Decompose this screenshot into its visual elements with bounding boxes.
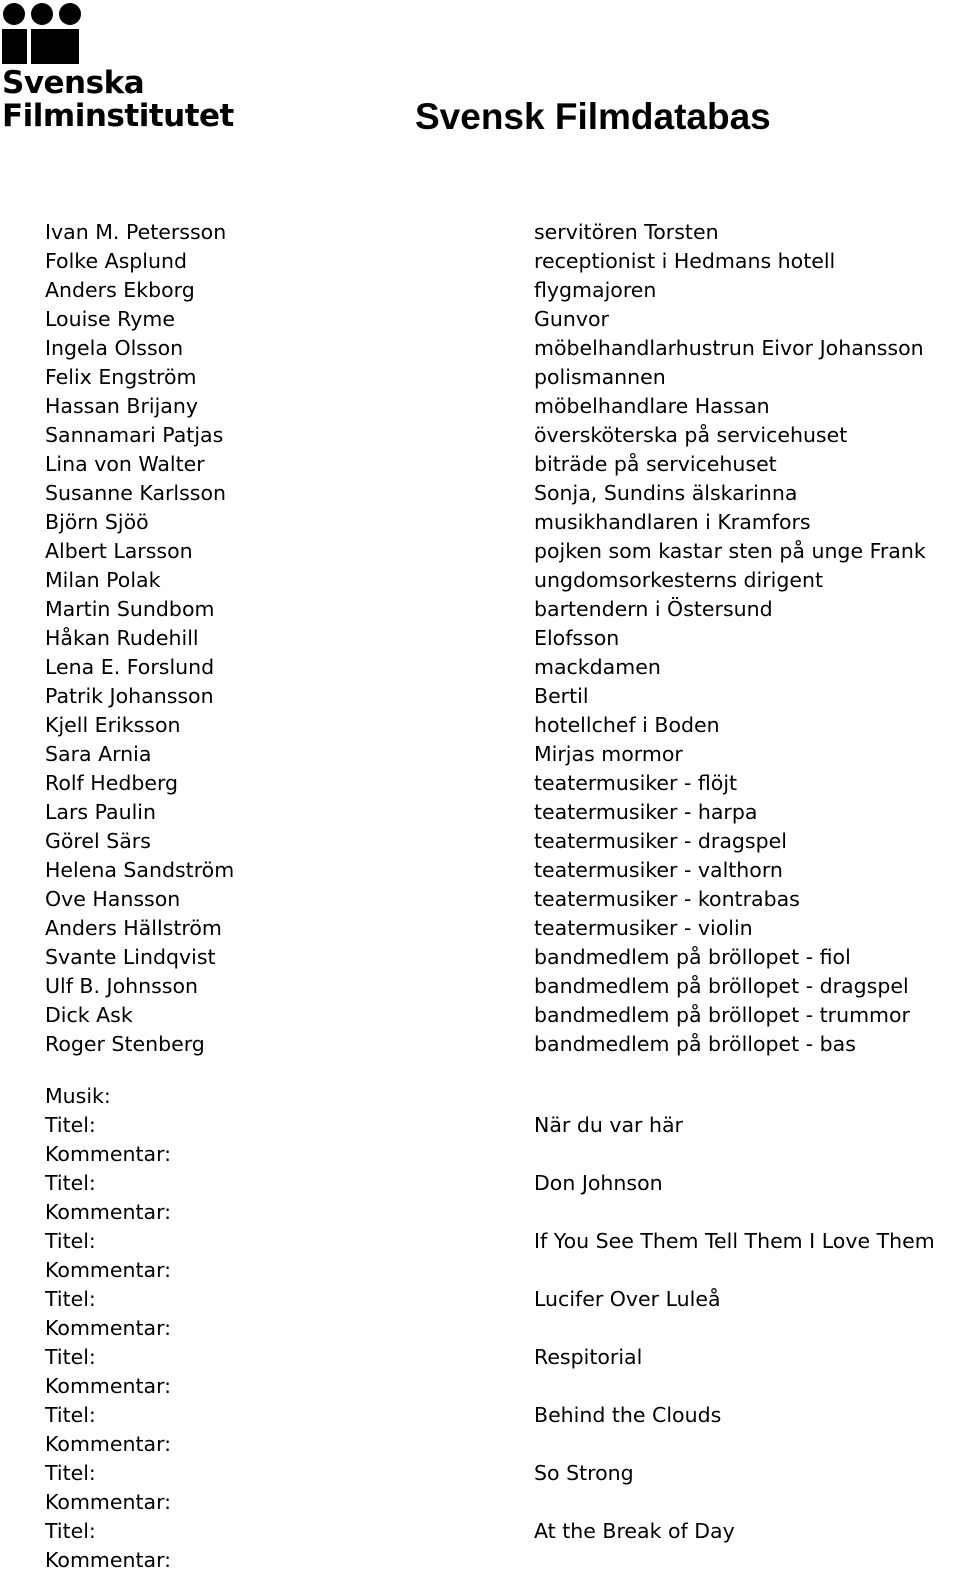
logo-text-line1: Svenska [2, 65, 145, 101]
music-track-comment [534, 1314, 935, 1343]
cast-actor-name: Sannamari Patjas [45, 423, 224, 447]
music-comment-label: Kommentar: [45, 1374, 172, 1398]
music-track-comment [534, 1140, 935, 1169]
cast-actor-name: Dick Ask [45, 1003, 133, 1027]
cast-actor-name: Milan Polak [45, 568, 161, 592]
cast-actor-name: Albert Larsson [45, 539, 193, 563]
cast-actor-name: Ove Hansson [45, 887, 181, 911]
cast-role-name: översköterska på servicehuset [534, 423, 848, 447]
music-labels-column [45, 1111, 171, 1575]
cast-actor-name: Görel Särs [45, 829, 151, 853]
cast-names-column [45, 218, 234, 1059]
cast-actor-name: Björn Sjöö [45, 510, 149, 534]
cast-role-name: Sonja, Sundins älskarinna [534, 481, 798, 505]
cast-actor-name: Kjell Eriksson [45, 713, 181, 737]
cast-role-name: möbelhandlarhustrun Eivor Johansson [534, 336, 924, 360]
cast-role-name: servitören Torsten [534, 220, 719, 244]
cast-role-name: pojken som kastar sten på unge Frank [534, 539, 926, 563]
music-titles-column [534, 1111, 935, 1575]
music-comment-label: Kommentar: [45, 1258, 172, 1282]
cast-actor-name: Helena Sandström [45, 858, 235, 882]
cast-actor-name: Anders Hällström [45, 916, 222, 940]
music-track-title: So Strong [534, 1461, 634, 1485]
cast-actor-name: Susanne Karlsson [45, 481, 227, 505]
cast-role-name: Elofsson [534, 626, 620, 650]
cast-actor-name: Roger Stenberg [45, 1032, 205, 1056]
cast-role-name: Mirjas mormor [534, 742, 683, 766]
cast-role-name: teatermusiker - valthorn [534, 858, 783, 882]
logo-text-line2: Filminstitutet [2, 98, 234, 134]
cast-actor-name: Lars Paulin [45, 800, 156, 824]
music-comment-label: Kommentar: [45, 1432, 172, 1456]
cast-role-name: teatermusiker - dragspel [534, 829, 787, 853]
music-title-label: Titel: [45, 1171, 96, 1195]
music-track-title: Respitorial [534, 1345, 643, 1369]
cast-role-name: teatermusiker - violin [534, 916, 753, 940]
svenska-filminstitutet-logo [2, 2, 234, 137]
music-heading: Musik: [45, 1084, 111, 1108]
cast-role-name: Bertil [534, 684, 589, 708]
cast-role-name: bandmedlem på bröllopet - bas [534, 1032, 856, 1056]
cast-role-name: musikhandlaren i Kramfors [534, 510, 811, 534]
cast-role-name: bandmedlem på bröllopet - fiol [534, 945, 851, 969]
music-title-label: Titel: [45, 1113, 96, 1137]
cast-actor-name: Håkan Rudehill [45, 626, 199, 650]
music-comment-label: Kommentar: [45, 1548, 172, 1572]
music-track-title: Don Johnson [534, 1171, 663, 1195]
cast-role-name: biträde på servicehuset [534, 452, 777, 476]
cast-role-name: polismannen [534, 365, 666, 389]
cast-actor-name: Martin Sundbom [45, 597, 215, 621]
cast-role-name: bartendern i Östersund [534, 597, 773, 621]
cast-actor-name: Ulf B. Johnsson [45, 974, 198, 998]
music-track-comment [534, 1488, 935, 1517]
cast-actor-name: Rolf Hedberg [45, 771, 179, 795]
cast-actor-name: Lina von Walter [45, 452, 205, 476]
music-title-label: Titel: [45, 1519, 96, 1543]
music-track-title: If You See Them Tell Them I Love Them [534, 1229, 935, 1253]
music-title-label: Titel: [45, 1345, 96, 1369]
page-title: Svensk Filmdatabas [415, 96, 771, 137]
cast-roles-column [534, 218, 926, 1059]
cast-role-name: flygmajoren [534, 278, 657, 302]
music-comment-label: Kommentar: [45, 1316, 172, 1340]
logo-mark-icon [2, 2, 92, 64]
cast-role-name: möbelhandlare Hassan [534, 394, 770, 418]
cast-role-name: hotellchef i Boden [534, 713, 720, 737]
cast-role-name: teatermusiker - harpa [534, 800, 758, 824]
cast-role-name: receptionist i Hedmans hotell [534, 249, 836, 273]
music-title-label: Titel: [45, 1403, 96, 1427]
music-track-title: Behind the Clouds [534, 1403, 722, 1427]
cast-role-name: teatermusiker - flöjt [534, 771, 738, 795]
cast-actor-name: Sara Arnia [45, 742, 152, 766]
music-title-label: Titel: [45, 1229, 96, 1253]
music-track-comment [534, 1256, 935, 1285]
cast-role-name: Gunvor [534, 307, 609, 331]
cast-actor-name: Folke Asplund [45, 249, 187, 273]
music-track-title: Lucifer Over Luleå [534, 1287, 721, 1311]
cast-role-name: bandmedlem på bröllopet - trummor [534, 1003, 910, 1027]
music-track-title: När du var här [534, 1113, 683, 1137]
cast-role-name: bandmedlem på bröllopet - dragspel [534, 974, 909, 998]
music-comment-label: Kommentar: [45, 1200, 172, 1224]
cast-actor-name: Anders Ekborg [45, 278, 195, 302]
cast-actor-name: Felix Engström [45, 365, 197, 389]
music-track-comment [534, 1546, 935, 1575]
cast-role-name: teatermusiker - kontrabas [534, 887, 800, 911]
cast-actor-name: Hassan Brijany [45, 394, 198, 418]
music-comment-label: Kommentar: [45, 1490, 172, 1514]
music-track-comment [534, 1372, 935, 1401]
cast-actor-name: Patrik Johansson [45, 684, 214, 708]
cast-actor-name: Louise Ryme [45, 307, 175, 331]
cast-actor-name: Svante Lindqvist [45, 945, 216, 969]
cast-role-name: mackdamen [534, 655, 661, 679]
music-track-comment [534, 1198, 935, 1227]
music-comment-label: Kommentar: [45, 1142, 172, 1166]
cast-role-name: ungdomsorkesterns dirigent [534, 568, 824, 592]
cast-actor-name: Ivan M. Petersson [45, 220, 227, 244]
music-track-title: At the Break of Day [534, 1519, 735, 1543]
music-title-label: Titel: [45, 1461, 96, 1485]
cast-actor-name: Lena E. Forslund [45, 655, 215, 679]
cast-actor-name: Ingela Olsson [45, 336, 184, 360]
music-title-label: Titel: [45, 1287, 96, 1311]
music-track-comment [534, 1430, 935, 1459]
